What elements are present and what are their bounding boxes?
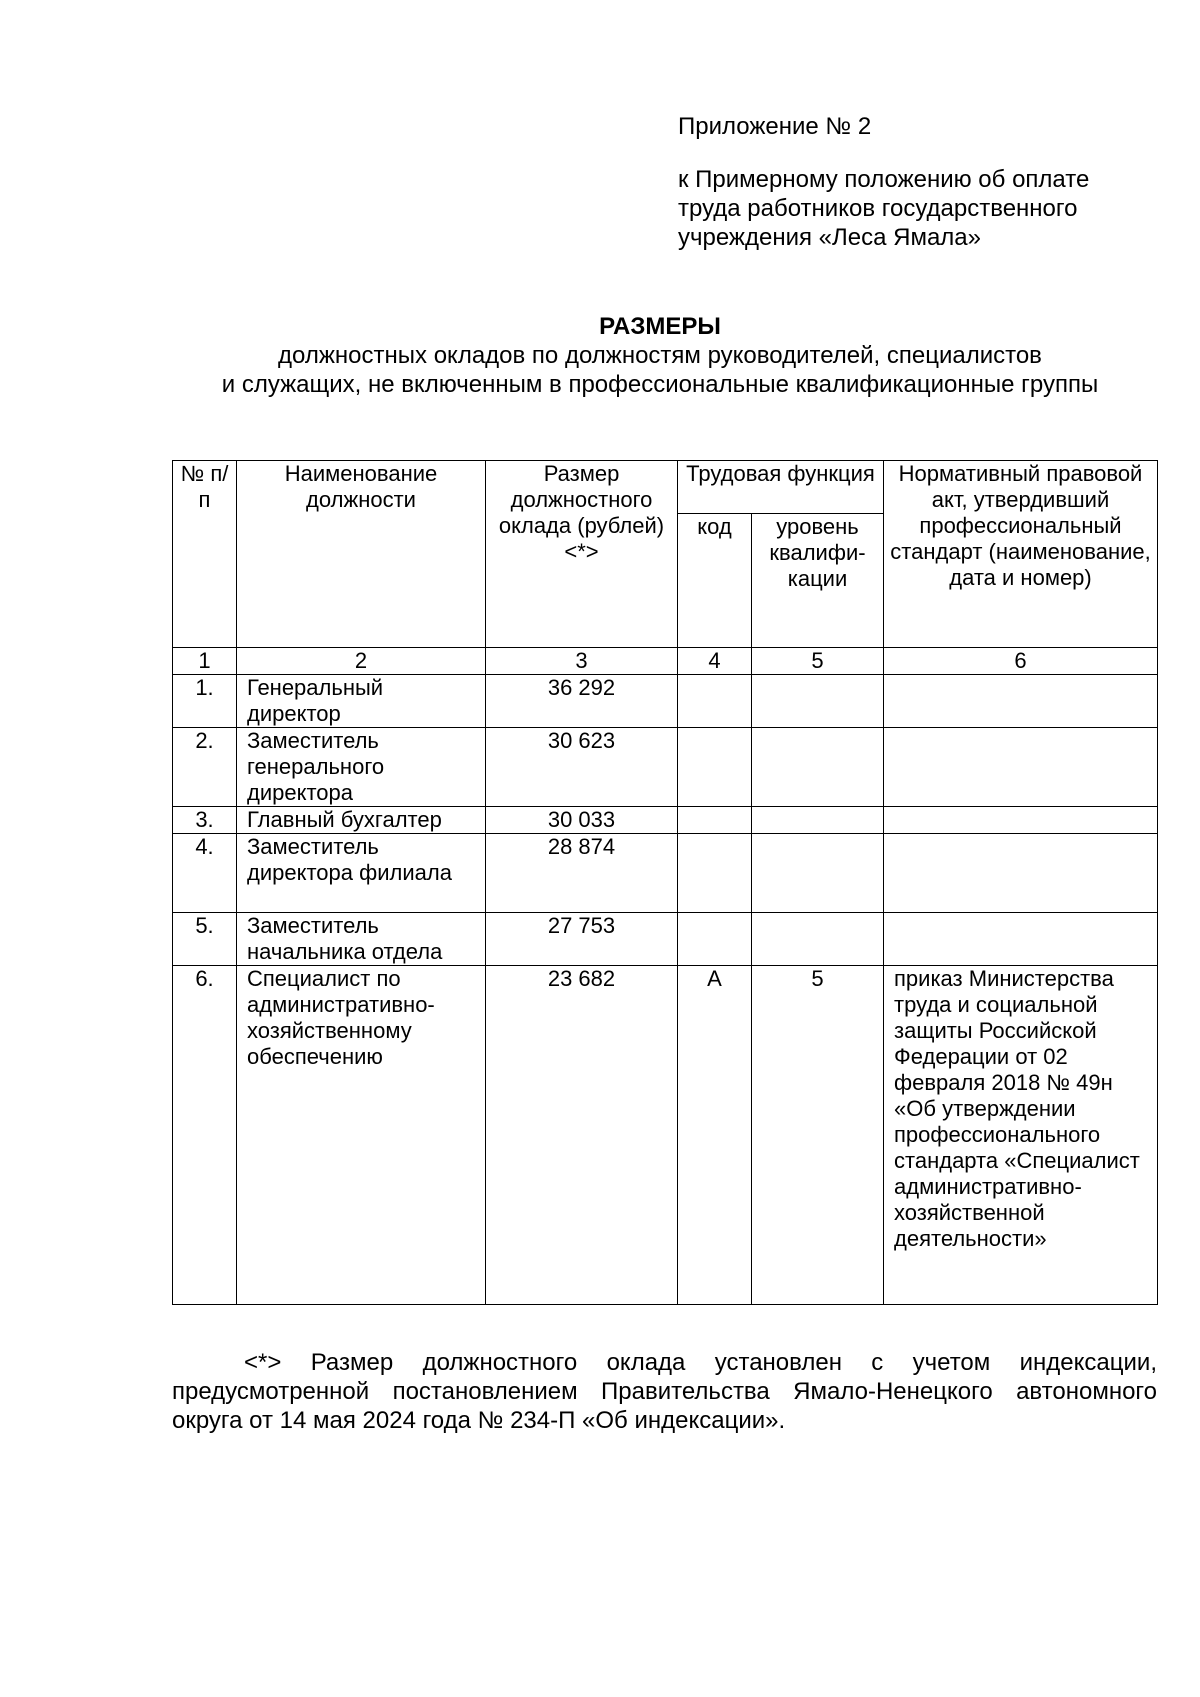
column-number: 2 [237, 648, 486, 675]
row-num: 5. [173, 913, 237, 966]
table-row [173, 834, 1158, 913]
row-position: Специалист по административно-хозяйственному обеспечению [237, 966, 486, 1305]
row-position: Заместитель директора филиала [237, 834, 486, 913]
row-act [884, 675, 1158, 728]
row-num: 1. [173, 675, 237, 728]
row-act [884, 913, 1158, 966]
row-salary: 28 874 [486, 834, 678, 913]
column-number: 3 [486, 648, 678, 675]
table-row [173, 728, 1158, 807]
title-line: и служащих, не включенным в профессиональные квалификационные группы [221, 371, 1099, 398]
table-row [173, 807, 1158, 834]
row-position: Главный бухгалтер [237, 807, 486, 834]
row-code [678, 834, 752, 913]
column-number: 5 [752, 648, 884, 675]
row-act [884, 834, 1158, 913]
header-position: Наименование должности [237, 461, 486, 648]
row-salary: 23 682 [486, 966, 678, 1305]
table-row [173, 913, 1158, 966]
column-number: 6 [884, 648, 1158, 675]
row-code [678, 807, 752, 834]
annex-ref-line: учреждения «Леса Ямала» [678, 224, 981, 251]
row-salary: 36 292 [486, 675, 678, 728]
row-act [884, 728, 1158, 807]
header-code: код [678, 514, 752, 648]
column-number-row [173, 648, 1158, 675]
header-labor-function: Трудовая функция [678, 461, 884, 514]
row-level [752, 807, 884, 834]
header-num: № п/п [173, 461, 237, 648]
annex-block [678, 112, 1178, 252]
annex-number: Приложение № 2 [678, 113, 872, 140]
row-level [752, 913, 884, 966]
row-num: 4. [173, 834, 237, 913]
row-level: 5 [752, 966, 884, 1305]
title-heading: РАЗМЕРЫ [599, 313, 721, 340]
row-num: 6. [173, 966, 237, 1305]
title-line: должностных окладов по должностям руководителей, специалистов [278, 342, 1042, 369]
annex-ref-line: труда работников государственного [678, 195, 1078, 222]
column-number: 4 [678, 648, 752, 675]
row-level [752, 728, 884, 807]
row-act [884, 807, 1158, 834]
header-level: уровень квалифи-кации [752, 514, 884, 648]
row-num: 3. [173, 807, 237, 834]
column-number: 1 [173, 648, 237, 675]
row-act: приказ Министерства труда и социальной защиты Российской Федерации от 02 февраля 2018 № 49н «Об утверждении профессионального стандарта «Специалист административно-хозяйственной деятельности» [884, 966, 1158, 1305]
row-code [678, 728, 752, 807]
annex-ref-line: к Примерному положению об оплате [678, 166, 1090, 193]
document-title [170, 312, 1150, 399]
row-code [678, 675, 752, 728]
row-position: Заместитель начальника отдела [237, 913, 486, 966]
header-salary: Размер должностного оклада (рублей)<*> [486, 461, 678, 648]
salary-table [172, 460, 1158, 1305]
table-row [173, 675, 1158, 728]
row-level [752, 675, 884, 728]
row-salary: 27 753 [486, 913, 678, 966]
row-salary: 30 623 [486, 728, 678, 807]
footnote: <*> Размер должностного оклада установлен с учетом индексации, предусмотренной постановлением Правительства Ямало-Ненецкого автономного округа от 14 мая 2024 года № 234-П «Об индексации». [172, 1349, 1157, 1434]
header-act: Нормативный правовой акт, утвердивший профессиональный стандарт (наименование, дата и номер) [884, 461, 1158, 648]
row-position: Генеральный директор [237, 675, 486, 728]
row-position: Заместитель генерального директора [237, 728, 486, 807]
table-header-row [173, 461, 1158, 514]
table-row [173, 966, 1158, 1305]
row-num: 2. [173, 728, 237, 807]
row-code [678, 913, 752, 966]
row-level [752, 834, 884, 913]
row-code: А [678, 966, 752, 1305]
row-salary: 30 033 [486, 807, 678, 834]
